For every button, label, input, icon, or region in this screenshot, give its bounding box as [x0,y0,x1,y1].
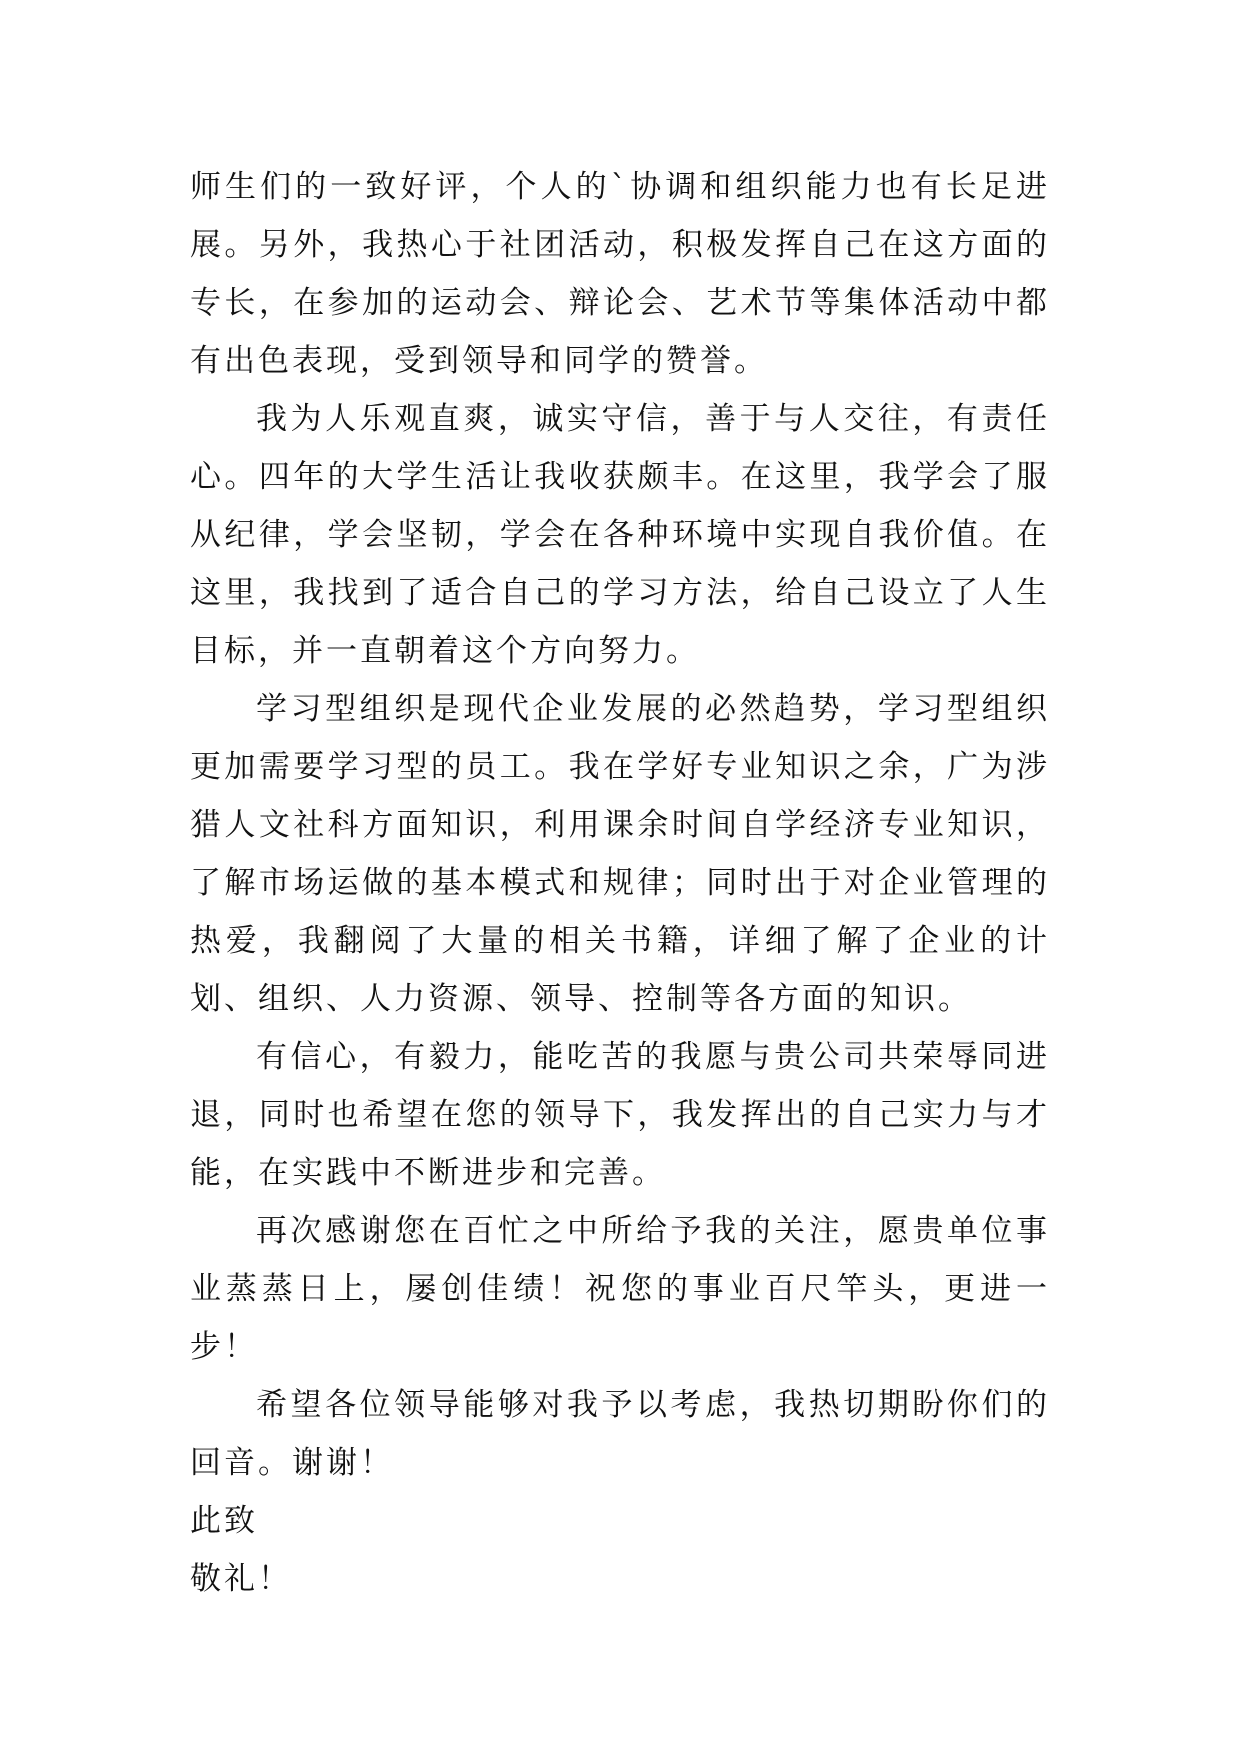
paragraph-4: 有信心，有毅力，能吃苦的我愿与贵公司共荣辱同进退，同时也希望在您的领导下，我发挥出的自己实力与才能，在实践中不断进步和完善。 [190,1039,1050,1191]
paragraph-5: 再次感谢您在百忙之中所给予我的关注，愿贵单位事业蒸蒸日上，屡创佳绩！祝您的事业百尺竿头，更进一步！ [190,1213,1050,1365]
paragraph-6: 希望各位领导能够对我予以考虑，我热切期盼你们的回音。谢谢！ [190,1387,1050,1481]
letter-body [190,158,1050,1608]
closing-regards: 敬礼！ [190,1561,292,1597]
paragraph-3: 学习型组织是现代企业发展的必然趋势，学习型组织更加需要学习型的员工。我在学好专业知识之余，广为涉猎人文社科方面知识，利用课余时间自学经济专业知识，了解市场运做的基本模式和规律；同时出于对企业管理的热爱，我翻阅了大量的相关书籍，详细了解了企业的计划、组织、人力资源、领导、控制等各方面的知识。 [190,691,1050,1017]
paragraph-1: 师生们的一致好评，个人的`协调和组织能力也有长足进展。另外，我热心于社团活动，积极发挥自己在这方面的专长，在参加的运动会、辩论会、艺术节等集体活动中都有出色表现，受到领导和同学的赞誉。 [190,169,1050,379]
paragraph-2: 我为人乐观直爽，诚实守信，善于与人交往，有责任心。四年的大学生活让我收获颇丰。在这里，我学会了服从纪律，学会坚韧，学会在各种环境中实现自我价值。在这里，我找到了适合自己的学习方法，给自己设立了人生目标，并一直朝着这个方向努力。 [190,401,1050,669]
closing-salutation: 此致 [190,1503,258,1539]
